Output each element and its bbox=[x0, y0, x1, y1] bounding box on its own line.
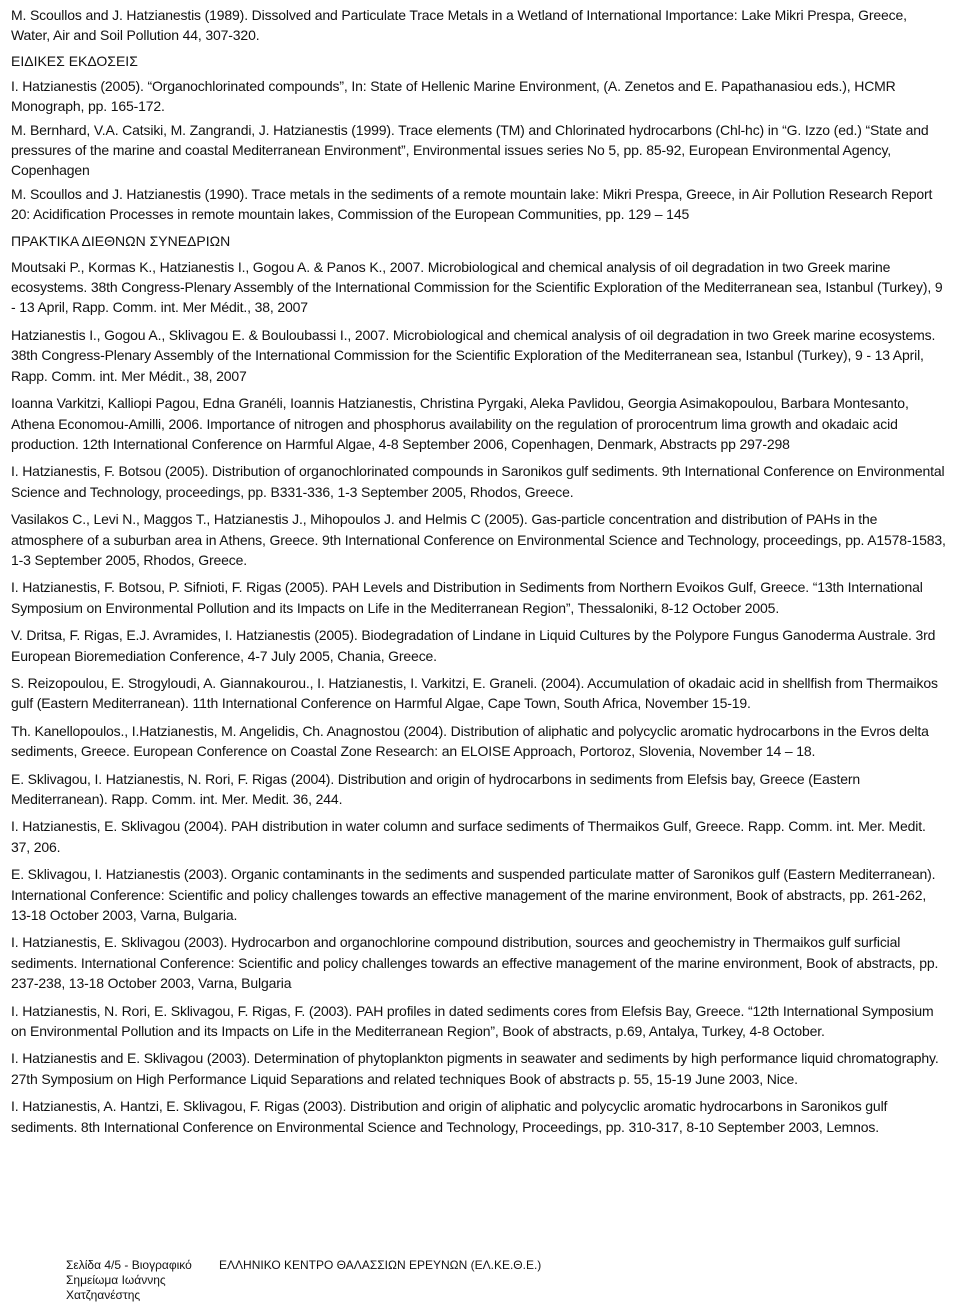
reference-entry: Moutsaki P., Kormas K., Hatzianestis I., Gogou A. & Panos K., 2007. Microbiological and chemical analysis of oil degradation in two Greek marine ecosystems. 38th Congress-Plenary Assembly of the International Commission for the Scientific Exploration of the Mediterranean sea, Istanbul (Turkey), 9 - 13 April, Rapp. Comm. int. Mer Médit., 38, 2007 bbox=[11, 258, 943, 316]
reference-entry: I. Hatzianestis, F. Botsou, P. Sifnioti, F. Rigas (2005). PAH Levels and Distribution in Sediments from Northern Evoikos Gulf, Greece. “13th International Symposium on Environmental Pollution and its Impacts on Life in the Mediterranean Region”, Thessaloniki, 8-12 October 2005. bbox=[11, 579, 923, 616]
reference-entry: I. Hatzianestis, N. Rori, E. Sklivagou, F. Rigas, F. (2003). PAH profiles in dated sediments cores from Elefsis Bay, Greece. “12th International Symposium on Environmental Pollution and its Impacts on Life in the Mediterranean Region”, Book of abstracts, p.69, Antalya, Turkey, 4-8 October. bbox=[11, 1002, 934, 1040]
document-page bbox=[11, 5, 947, 1137]
reference-entry: I. Hatzianestis, E. Sklivagou (2004). PAH distribution in water column and surface sediments of Thermaikos Gulf, Greece. Rapp. Comm. int. Mer. Medit. 37, 206. bbox=[11, 818, 926, 855]
section-heading-special-editions: ΕΙΔΙΚΕΣ ΕΚΔΟΣΕΙΣ bbox=[11, 52, 138, 69]
reference-entry: Th. Kanellopoulos., I.Hatzianestis, M. Angelidis, Ch. Anagnostou (2004). Distribution of aliphatic and polycyclic aromatic hydrocarbons in the Evros delta sediments, Greece. European Conference on Coastal Zone Research: an ELOISE Approach, Portoroz, Slovenia, November 14 – 18. bbox=[11, 722, 929, 760]
reference-entry: E. Sklivagou, I. Hatzianestis (2003). Organic contaminants in the sediments and suspended particulate matter of Saronikos gulf (Eastern Mediterranean). International Conference: Scientific and policy challenges towards an effective management of the marine environment, Book of abstracts, pp. 261-262, 13-18 October 2003, Varna, Bulgaria. bbox=[11, 866, 936, 924]
reference-entry: I. Hatzianestis, A. Hantzi, E. Sklivagou, F. Rigas (2003). Distribution and origin of aliphatic and polycyclic aromatic hydrocarbons in Saronikos gulf sediments. 8th International Conference on Environmental Science and Technology, Proceedings, pp. 310-317, 8-10 September 2003, Lemnos. bbox=[11, 1098, 888, 1135]
reference-entry: I. Hatzianestis (2005). “Organochlorinated compounds”, In: State of Hellenic Marine Environment, (A. Zenetos and E. Papathanasiou eds.), HCMR Monograph, pp. 165-172. bbox=[11, 77, 896, 115]
reference-entry: M. Scoullos and J. Hatzianestis (1989). Dissolved and Particulate Trace Metals in a Wetland of International Importance: Lake Mikri Prespa, Greece, Water, Air and Soil Pollution 44, 307-320. bbox=[11, 7, 907, 44]
reference-entry: M. Scoullos and J. Hatzianestis (1990). Trace metals in the sediments of a remote mountain lake: Mikri Prespa, Greece, in Air Pollution Research Report 20: Acidification Processes in remote mountain lakes, Commission of the European Communities, pp. 129 – 145 bbox=[11, 185, 933, 223]
reference-entry: M. Bernhard, V.A. Catsiki, M. Zangrandi, J. Hatzianestis (1999). Trace elements (TM) and Chlorinated hydrocarbons (Chl-hc) in “G. Izzo (ed.) “State and pressures of the marine and coastal Mediterranean Environment”, Environmental issues series No 5, pp. 85-92, European Environmental Agency, Copenhagen bbox=[11, 121, 929, 179]
reference-entry: S. Reizopoulou, E. Strogyloudi, A. Giannakourou., I. Hatzianestis, I. Varkitzi, E. Graneli. (2004). Accumulation of okadaic acid in shellfish from Thermaikos gulf (Eastern Mediterranean). 11th International Conference on Harmful Algae, Cape Town, South Africa, November 15-19. bbox=[11, 674, 938, 712]
reference-entry: Ioanna Varkitzi, Kalliopi Pagou, Edna Granéli, Ioannis Hatzianestis, Christina Pyrgaki, Aleka Pavlidou, Georgia Asimakopoulou, Barbara Montesanto, Athena Economou-Amilli, 2006. Importance of nitrogen and phosphorus availability on the regulation of prorocentrum lima growth and okadaic acid production. 12th International Conference on Harmful Algae, 4-8 September 2006, Copenhagen, Denmark, Abstracts pp 297-298 bbox=[11, 395, 909, 452]
reference-entry: Vasilakos C., Levi N., Maggos T., Hatzianestis J., Mihopoulos J. and Helmis C (2005). Gas-particle concentration and distribution of PAHs in the atmosphere of a suburban area in Athens, Greece. 9th International Conference on Environmental Science and Technology, proceedings, pp. A1578-1583, 1-3 September 2005, Rhodos, Greece. bbox=[11, 511, 946, 568]
section-heading-conference-proceedings: ΠΡΑΚΤΙΚΑ ΔΙΕΘΝΩΝ ΣΥΝΕΔΡΙΩΝ bbox=[11, 232, 231, 249]
footer-organization: ΕΛΛΗΝΙΚΟ ΚΕΝΤΡΟ ΘΑΛΑΣΣΙΩΝ ΕΡΕΥΝΩΝ (ΕΛ.ΚΕ.Θ.Ε.) bbox=[219, 1258, 542, 1272]
reference-entry: V. Dritsa, F. Rigas, E.J. Avramides, I. Hatzianestis (2005). Biodegradation of Lindane in Liquid Cultures by the Polypore Fungus Ganoderma Australe. 3rd European Bioremediation Conference, 4-7 July 2005, Chania, Greece. bbox=[11, 627, 936, 664]
footer-page-info: Σελίδα 4/5 - Βιογραφικό Σημείωμα Ιωάννης Χατζηανέστης bbox=[66, 1258, 192, 1302]
reference-entry: Hatzianestis I., Gogou A., Sklivagou E. & Bouloubassi I., 2007. Microbiological and chemical analysis of oil degradation in two Greek marine ecosystems. 38th Congress-Plenary Assembly of the International Commission for the Scientific Exploration of the Mediterranean sea, Istanbul (Turkey), 9 - 13 April, Rapp. Comm. int. Mer Médit., 38, 2007 bbox=[11, 326, 936, 384]
reference-entry: E. Sklivagou, I. Hatzianestis, N. Rori, F. Rigas (2004). Distribution and origin of hydrocarbons in sediments from Elefsis bay, Greece (Eastern Mediterranean). Rapp. Comm. int. Mer. Medit. 36, 244. bbox=[11, 770, 860, 807]
reference-entry: I. Hatzianestis and E. Sklivagou (2003). Determination of phytoplankton pigments in seawater and sediments by high performance liquid chromatography. 27th Symposium on High Performance Liquid Separations and related techniques Book of abstracts p. 55, 15-19 June 2003, Nice. bbox=[11, 1050, 939, 1087]
reference-entry: I. Hatzianestis, F. Botsou (2005). Distribution of organochlorinated compounds in Saronikos gulf sediments. 9th International Conference on Environmental Science and Technology, proceedings, pp. B331-336, 1-3 September 2005, Rhodos, Greece. bbox=[11, 463, 945, 500]
reference-entry: I. Hatzianestis, E. Sklivagou (2003). Hydrocarbon and organochlorine compound distribution, sources and geochemistry in Thermaikos gulf surficial sediments. International Conference: Scientific and policy challenges towards an effective management of the marine environment, Book of abstracts, pp. 237-238, 13-18 October 2003, Varna, Bulgaria bbox=[11, 934, 939, 992]
